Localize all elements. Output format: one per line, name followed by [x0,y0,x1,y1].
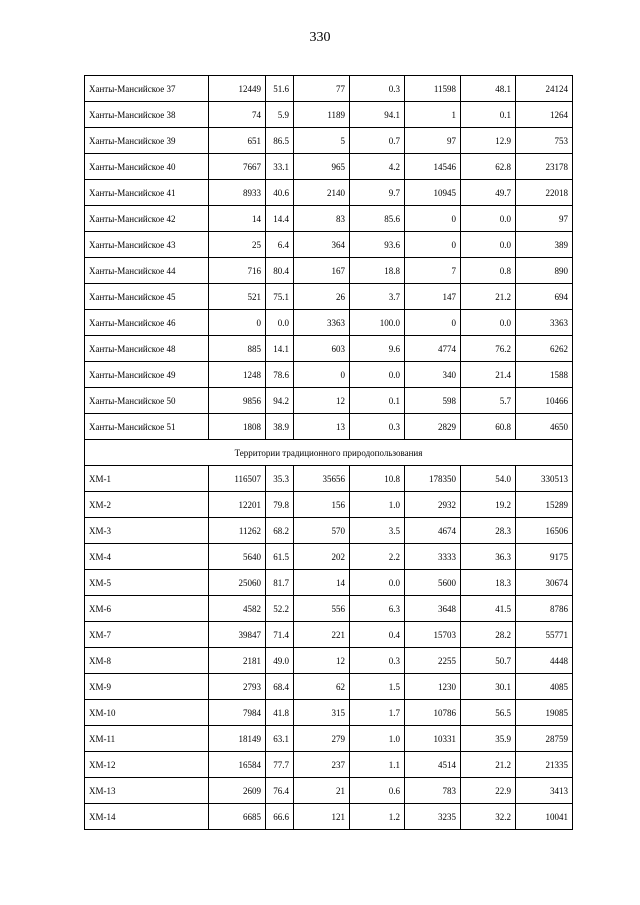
table-row [85,726,573,752]
value-cell: 52.2 [266,596,294,622]
value-cell: 1 [405,102,461,128]
value-cell: 12 [294,388,350,414]
value-cell: 1.7 [350,700,405,726]
value-cell: 15703 [405,622,461,648]
value-cell: 7667 [209,154,266,180]
table-row [85,258,573,284]
value-cell: 1.0 [350,492,405,518]
value-cell: 6.4 [266,232,294,258]
value-cell: 48.1 [461,76,516,102]
value-cell: 35.9 [461,726,516,752]
value-cell: 389 [516,232,573,258]
value-cell: 77.7 [266,752,294,778]
value-cell: 570 [294,518,350,544]
value-cell: 6.3 [350,596,405,622]
row-label-cell: Ханты-Мансийское 38 [85,102,209,128]
value-cell: 10786 [405,700,461,726]
table-row [85,778,573,804]
value-cell: 14 [209,206,266,232]
value-cell: 340 [405,362,461,388]
value-cell: 1189 [294,102,350,128]
value-cell: 0.0 [461,206,516,232]
value-cell: 14.4 [266,206,294,232]
value-cell: 14546 [405,154,461,180]
row-label-cell: ХМ-14 [85,804,209,830]
value-cell: 28759 [516,726,573,752]
value-cell: 77 [294,76,350,102]
value-cell: 21.2 [461,752,516,778]
value-cell: 1230 [405,674,461,700]
value-cell: 279 [294,726,350,752]
value-cell: 49.7 [461,180,516,206]
value-cell: 61.5 [266,544,294,570]
value-cell: 40.6 [266,180,294,206]
value-cell: 33.1 [266,154,294,180]
value-cell: 55771 [516,622,573,648]
row-label-cell: Ханты-Мансийское 37 [85,76,209,102]
value-cell: 11598 [405,76,461,102]
row-label-cell: Ханты-Мансийское 43 [85,232,209,258]
value-cell: 12201 [209,492,266,518]
value-cell: 598 [405,388,461,414]
value-cell: 2829 [405,414,461,440]
row-label-cell: Ханты-Мансийское 42 [85,206,209,232]
section-title: Территории традиционного природопользования [85,440,573,466]
row-label-cell: ХМ-13 [85,778,209,804]
value-cell: 1.0 [350,726,405,752]
value-cell: 5600 [405,570,461,596]
row-label-cell: Ханты-Мансийское 39 [85,128,209,154]
value-cell: 18.3 [461,570,516,596]
row-label-cell: Ханты-Мансийское 51 [85,414,209,440]
value-cell: 35.3 [266,466,294,492]
value-cell: 0 [405,206,461,232]
value-cell: 2255 [405,648,461,674]
value-cell: 753 [516,128,573,154]
value-cell: 25 [209,232,266,258]
table-row [85,804,573,830]
value-cell: 25060 [209,570,266,596]
value-cell: 885 [209,336,266,362]
value-cell: 13 [294,414,350,440]
value-cell: 85.6 [350,206,405,232]
value-cell: 0.6 [350,778,405,804]
table-row [85,362,573,388]
table-row [85,544,573,570]
value-cell: 23178 [516,154,573,180]
table-row [85,284,573,310]
value-cell: 0.3 [350,414,405,440]
row-label-cell: Ханты-Мансийское 41 [85,180,209,206]
value-cell: 94.2 [266,388,294,414]
value-cell: 76.2 [461,336,516,362]
value-cell: 0.1 [461,102,516,128]
value-cell: 30.1 [461,674,516,700]
value-cell: 10.8 [350,466,405,492]
row-label-cell: Ханты-Мансийское 44 [85,258,209,284]
value-cell: 7 [405,258,461,284]
value-cell: 12 [294,648,350,674]
table-body-group1 [85,76,573,440]
value-cell: 14.1 [266,336,294,362]
value-cell: 50.7 [461,648,516,674]
value-cell: 81.7 [266,570,294,596]
value-cell: 2.2 [350,544,405,570]
value-cell: 18149 [209,726,266,752]
value-cell: 21.4 [461,362,516,388]
value-cell: 86.5 [266,128,294,154]
table-row [85,570,573,596]
section-row [85,440,573,466]
value-cell: 15289 [516,492,573,518]
value-cell: 4085 [516,674,573,700]
value-cell: 3363 [294,310,350,336]
value-cell: 2793 [209,674,266,700]
value-cell: 3.7 [350,284,405,310]
row-label-cell: Ханты-Мансийское 49 [85,362,209,388]
value-cell: 9.7 [350,180,405,206]
value-cell: 156 [294,492,350,518]
value-cell: 22.9 [461,778,516,804]
row-label-cell: ХМ-3 [85,518,209,544]
value-cell: 6685 [209,804,266,830]
value-cell: 0.0 [461,232,516,258]
row-label-cell: Ханты-Мансийское 46 [85,310,209,336]
value-cell: 16506 [516,518,573,544]
value-cell: 0.0 [461,310,516,336]
value-cell: 3363 [516,310,573,336]
value-cell: 8933 [209,180,266,206]
value-cell: 2609 [209,778,266,804]
value-cell: 5.7 [461,388,516,414]
table-row [85,154,573,180]
value-cell: 60.8 [461,414,516,440]
value-cell: 364 [294,232,350,258]
value-cell: 237 [294,752,350,778]
value-cell: 603 [294,336,350,362]
value-cell: 32.2 [461,804,516,830]
value-cell: 66.6 [266,804,294,830]
value-cell: 63.1 [266,726,294,752]
value-cell: 94.1 [350,102,405,128]
value-cell: 21.2 [461,284,516,310]
value-cell: 62.8 [461,154,516,180]
value-cell: 783 [405,778,461,804]
value-cell: 71.4 [266,622,294,648]
row-label-cell: ХМ-4 [85,544,209,570]
value-cell: 10466 [516,388,573,414]
row-label-cell: Ханты-Мансийское 48 [85,336,209,362]
row-label-cell: Ханты-Мансийское 45 [85,284,209,310]
value-cell: 1248 [209,362,266,388]
value-cell: 5 [294,128,350,154]
value-cell: 3333 [405,544,461,570]
value-cell: 10041 [516,804,573,830]
value-cell: 78.6 [266,362,294,388]
table-row [85,518,573,544]
row-label-cell: ХМ-1 [85,466,209,492]
value-cell: 49.0 [266,648,294,674]
value-cell: 521 [209,284,266,310]
value-cell: 41.8 [266,700,294,726]
value-cell: 97 [405,128,461,154]
value-cell: 3648 [405,596,461,622]
value-cell: 1808 [209,414,266,440]
value-cell: 39847 [209,622,266,648]
value-cell: 0.0 [350,570,405,596]
value-cell: 26 [294,284,350,310]
table-row [85,76,573,102]
value-cell: 10945 [405,180,461,206]
value-cell: 2140 [294,180,350,206]
page-number: 330 [309,30,331,45]
table-row [85,596,573,622]
value-cell: 4674 [405,518,461,544]
table-section-header [85,440,573,466]
table-row [85,700,573,726]
value-cell: 0.1 [350,388,405,414]
value-cell: 7984 [209,700,266,726]
table-row [85,232,573,258]
row-label-cell: Ханты-Мансийское 40 [85,154,209,180]
value-cell: 54.0 [461,466,516,492]
value-cell: 4582 [209,596,266,622]
value-cell: 51.6 [266,76,294,102]
row-label-cell: ХМ-10 [85,700,209,726]
row-label-cell: ХМ-8 [85,648,209,674]
table-row [85,414,573,440]
row-label-cell: ХМ-6 [85,596,209,622]
value-cell: 9.6 [350,336,405,362]
value-cell: 147 [405,284,461,310]
value-cell: 1588 [516,362,573,388]
value-cell: 76.4 [266,778,294,804]
value-cell: 0.3 [350,76,405,102]
value-cell: 965 [294,154,350,180]
value-cell: 74 [209,102,266,128]
value-cell: 28.3 [461,518,516,544]
value-cell: 4650 [516,414,573,440]
value-cell: 221 [294,622,350,648]
value-cell: 0.8 [461,258,516,284]
value-cell: 68.4 [266,674,294,700]
value-cell: 18.8 [350,258,405,284]
value-cell: 1264 [516,102,573,128]
table-row [85,466,573,492]
value-cell: 716 [209,258,266,284]
value-cell: 0.0 [350,362,405,388]
value-cell: 5.9 [266,102,294,128]
value-cell: 0 [405,310,461,336]
value-cell: 2181 [209,648,266,674]
value-cell: 14 [294,570,350,596]
value-cell: 30674 [516,570,573,596]
row-label-cell: Ханты-Мансийское 50 [85,388,209,414]
value-cell: 0.0 [266,310,294,336]
value-cell: 2932 [405,492,461,518]
table-row [85,752,573,778]
row-label-cell: ХМ-11 [85,726,209,752]
value-cell: 330513 [516,466,573,492]
table-row [85,310,573,336]
value-cell: 9175 [516,544,573,570]
value-cell: 19.2 [461,492,516,518]
value-cell: 24124 [516,76,573,102]
value-cell: 56.5 [461,700,516,726]
row-label-cell: ХМ-9 [85,674,209,700]
value-cell: 19085 [516,700,573,726]
row-label-cell: ХМ-7 [85,622,209,648]
value-cell: 83 [294,206,350,232]
row-label-cell: ХМ-2 [85,492,209,518]
value-cell: 4448 [516,648,573,674]
value-cell: 0.4 [350,622,405,648]
value-cell: 75.1 [266,284,294,310]
value-cell: 4.2 [350,154,405,180]
row-label-cell: ХМ-12 [85,752,209,778]
table-row [85,674,573,700]
value-cell: 1.1 [350,752,405,778]
value-cell: 0 [209,310,266,336]
value-cell: 1.2 [350,804,405,830]
value-cell: 100.0 [350,310,405,336]
value-cell: 121 [294,804,350,830]
value-cell: 315 [294,700,350,726]
value-cell: 38.9 [266,414,294,440]
value-cell: 5640 [209,544,266,570]
table-row [85,622,573,648]
value-cell: 651 [209,128,266,154]
value-cell: 0.3 [350,648,405,674]
value-cell: 12449 [209,76,266,102]
value-cell: 12.9 [461,128,516,154]
table-row [85,388,573,414]
value-cell: 11262 [209,518,266,544]
row-label-cell: ХМ-5 [85,570,209,596]
value-cell: 21 [294,778,350,804]
table-body-group2 [85,466,573,830]
data-table [84,75,573,830]
value-cell: 36.3 [461,544,516,570]
table-row [85,336,573,362]
table-row [85,180,573,206]
table-row [85,492,573,518]
table-row [85,102,573,128]
value-cell: 97 [516,206,573,232]
value-cell: 8786 [516,596,573,622]
value-cell: 79.8 [266,492,294,518]
value-cell: 116507 [209,466,266,492]
value-cell: 80.4 [266,258,294,284]
value-cell: 178350 [405,466,461,492]
value-cell: 202 [294,544,350,570]
value-cell: 167 [294,258,350,284]
table-row [85,206,573,232]
value-cell: 10331 [405,726,461,752]
value-cell: 3413 [516,778,573,804]
value-cell: 0 [294,362,350,388]
value-cell: 3235 [405,804,461,830]
table-row [85,648,573,674]
value-cell: 3.5 [350,518,405,544]
value-cell: 556 [294,596,350,622]
value-cell: 62 [294,674,350,700]
value-cell: 1.5 [350,674,405,700]
value-cell: 22018 [516,180,573,206]
value-cell: 694 [516,284,573,310]
value-cell: 28.2 [461,622,516,648]
value-cell: 41.5 [461,596,516,622]
value-cell: 35656 [294,466,350,492]
value-cell: 4774 [405,336,461,362]
value-cell: 21335 [516,752,573,778]
value-cell: 16584 [209,752,266,778]
value-cell: 9856 [209,388,266,414]
value-cell: 890 [516,258,573,284]
value-cell: 68.2 [266,518,294,544]
value-cell: 6262 [516,336,573,362]
value-cell: 0.7 [350,128,405,154]
value-cell: 0 [405,232,461,258]
value-cell: 93.6 [350,232,405,258]
value-cell: 4514 [405,752,461,778]
table-row [85,128,573,154]
